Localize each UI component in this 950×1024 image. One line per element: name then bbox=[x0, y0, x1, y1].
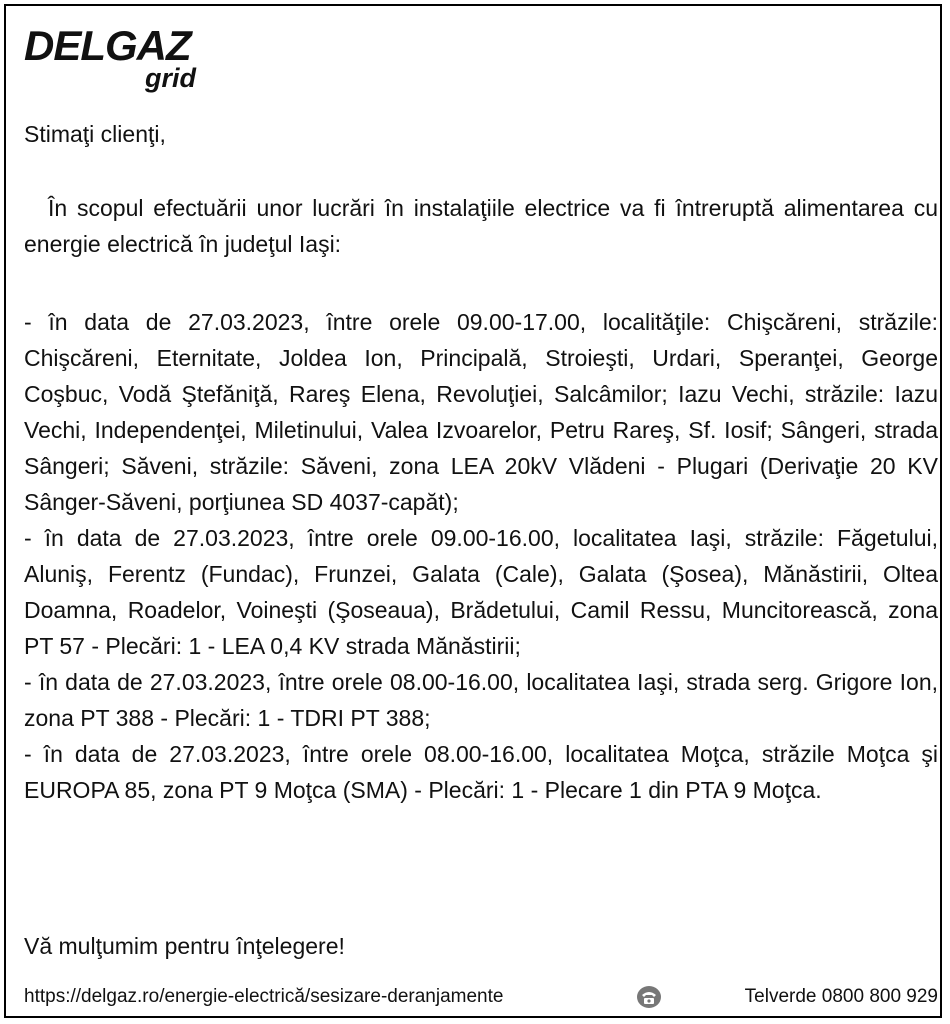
logo-sub: grid bbox=[145, 63, 196, 93]
phone-icon bbox=[636, 985, 662, 1009]
outage-item: - în data de 27.03.2023, între orele 09.00-17.00, localităţile: Chişcăreni, străzile: Chişcăreni, Eternitate, Joldea Ion, Principală, Stroieşti, Urdari, Speranţei, George Coşbuc, Vodă Ştefăniţă, Rareş Elena, Revoluţiei, Salcâmilor; Iazu Vechi, străzile: Iazu Vechi, Independenţei, Miletinului, Valea Izvoarelor, Petru Rareş, Sf. Iosif; Sângeri, strada Sângeri; Săveni, străzile: Săveni, zona LEA 20kV Vlădeni - Plugari (Derivaţie 20 KV Sânger-Săveni, porţiunea SD 4037-capăt); bbox=[24, 309, 938, 515]
outage-item: - în data de 27.03.2023, între orele 09.00-16.00, localitatea Iaşi, străzile: Făgetului, Aluniş, Ferentz (Fundac), Frunzei, Galata (Cale), Galata (Şosea), Mănăstirii, Oltea Doamna, Roadelor, Voineşti (Şoseaua), Brădetului, Camil Ressu, Muncitorească, zona PT 57 - Plecări: 1 - LEA 0,4 KV strada Mănăstirii; bbox=[24, 525, 938, 659]
outage-list bbox=[24, 304, 938, 808]
intro-paragraph bbox=[24, 190, 938, 262]
footer bbox=[24, 982, 938, 1012]
toll-free-phone: Telverde 0800 800 929 bbox=[744, 986, 938, 1007]
intro-text: În scopul efectuării unor lucrări în instalaţiile electrice va fi întreruptă alimentarea cu energie electrică în judeţul Iaşi: bbox=[24, 195, 938, 257]
logo-brand: DELGAZ bbox=[24, 22, 191, 69]
delgaz-grid-logo bbox=[24, 22, 204, 94]
footer-url-link[interactable]: https://delgaz.ro/energie-electrică/sesizare-deranjamente bbox=[24, 986, 504, 1007]
greeting: Stimaţi clienţi, bbox=[24, 121, 166, 147]
thanks-line: Vă mulţumim pentru înţelegere! bbox=[24, 933, 345, 959]
outage-item: - în data de 27.03.2023, între orele 08.00-16.00, localitatea Moţca, străzile Moţca şi EUROPA 85, zona PT 9 Moţca (SMA) - Plecări: 1 - Plecare 1 din PTA 9 Moţca. bbox=[24, 741, 938, 803]
outage-item: - în data de 27.03.2023, între orele 08.00-16.00, localitatea Iaşi, strada serg. Grigore Ion, zona PT 388 - Plecări: 1 - TDRI PT 388; bbox=[24, 669, 938, 731]
notice-frame bbox=[4, 4, 942, 1018]
